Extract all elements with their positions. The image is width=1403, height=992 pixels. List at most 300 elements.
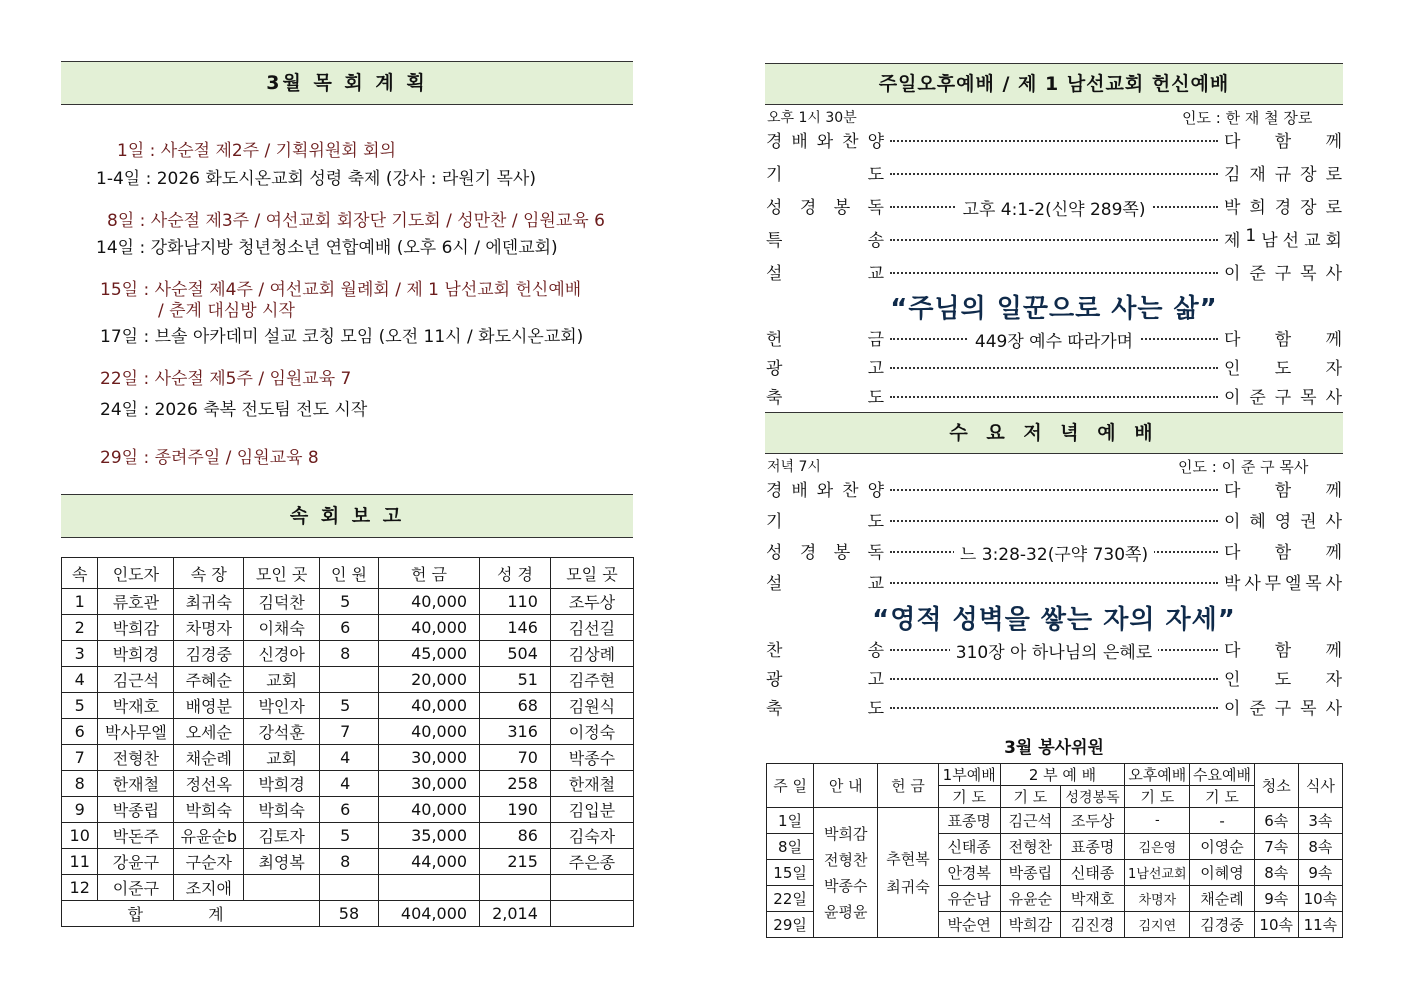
table-cell [550,875,633,901]
char: 송 [867,230,884,251]
char: 교 [867,573,884,594]
table-cell: 29일 [767,912,814,938]
char: 인 [1224,358,1241,379]
order-item [766,382,1342,408]
table-row [62,823,634,849]
order-leader-dots [884,258,1224,284]
order-label [766,476,884,501]
offering-name: 추현복 [886,849,930,868]
table-cell: 채순례 [1190,886,1254,912]
table-cell: 김경중 [1190,912,1254,938]
order-person [1224,160,1342,185]
char: 기 [766,511,783,532]
offering-name: 최귀숙 [886,877,930,896]
table-cell: 8 [320,849,379,875]
table-cell: 6속 [1254,808,1298,834]
table-cell: 신경아 [244,641,320,667]
wednesday-title: 수 요 저 녁 예 배 [949,422,1159,444]
col-header: 모인 곳 [244,558,320,589]
char: 무 [1264,573,1282,594]
table-cell: 10속 [1298,886,1342,912]
table-cell: 40,000 [378,797,479,823]
col-header: 2 부 예 배 [1000,764,1124,786]
table-cell: 박희감 [98,615,174,641]
table-cell: 이준구 [98,875,174,901]
order-detail: 느 3:28-32(구약 730쪽) [954,545,1154,565]
order-item [766,568,1342,594]
order-detail-wrap [884,638,1224,663]
char: 권 [1300,511,1317,532]
table-cell: 안경복 [938,860,1000,886]
event-line: 24일 : 2026 축복 전도팀 전도 시작 [100,400,368,420]
table-cell: 조두상 [1060,808,1124,834]
order-detail-wrap [884,540,1224,565]
order-leader-dots [884,192,1224,218]
table-cell: 유윤순b [174,823,244,849]
dotted-leader [890,678,1218,680]
order-label [766,665,884,690]
table-row [62,693,634,719]
order-label [766,127,884,152]
event-line: 14일 : 강화남지방 청년청소년 연합예배 (오후 6시 / 에덴교회) [96,238,558,258]
table-cell: 김근석 [1000,808,1060,834]
table-cell: 김토자 [244,823,320,849]
order-leader-dots [884,664,1224,690]
col-header: 헌 금 [878,764,938,808]
char: 광 [766,669,783,690]
table-cell: 51 [480,667,551,693]
table-cell: 7속 [1254,834,1298,860]
char: 영 [1274,511,1292,532]
char: 경 [766,131,783,152]
order-item [766,192,1342,218]
table-cell: 배영분 [174,693,244,719]
table-cell: 40,000 [378,693,479,719]
char: 다 [1224,329,1241,350]
table-cell: 김선길 [550,615,633,641]
guide-name: 전형찬 [824,850,868,869]
table-cell: 류호관 [98,589,174,615]
table-cell: 11속 [1298,912,1342,938]
char: 다 [1224,131,1241,152]
char: 고 [867,358,884,379]
char: 배 [791,131,808,152]
char: 함 [1274,480,1292,501]
table-cell: 8속 [1298,834,1342,860]
char: 교 [1304,230,1321,251]
char: 양 [867,480,884,501]
table-cell: 86 [480,823,551,849]
afternoon-leader: 인도 : 한 재 철 장로 [1182,109,1313,127]
table-cell: 이정숙 [550,719,633,745]
order-detail-wrap [884,327,1224,352]
table-cell: 강석훈 [244,719,320,745]
report-header [61,494,633,538]
table-cell: 차명자 [174,615,244,641]
order-detail: 고후 4:1-2(신약 289쪽) [957,200,1152,220]
dotted-leader [890,396,1218,398]
char: 성 [766,542,783,563]
table-cell: 박희감 [1000,912,1060,938]
order-leader-dots [884,635,1224,661]
char: 광 [766,358,783,379]
order-label [766,259,884,284]
char: 헌 [766,329,783,350]
table-row [62,615,634,641]
char: 다 [1224,640,1241,661]
table-cell: - [1190,808,1254,834]
table-cell: 박순연 [938,912,1000,938]
char: 도 [1274,358,1292,379]
order-label [766,160,884,185]
table-row [62,745,634,771]
table-cell: 10 [62,823,98,849]
table-cell: 20,000 [378,667,479,693]
table-cell: 김경중 [174,641,244,667]
event-line: 1일 : 사순절 제2주 / 기획위원회 회의 [117,141,396,161]
col-header: 수요예배 [1190,764,1254,786]
char: 사 [1325,263,1342,284]
table-cell: 44,000 [378,849,479,875]
table-row [62,771,634,797]
order-item [766,258,1342,284]
table-cell: 조지애 [174,875,244,901]
char: 와 [816,131,834,152]
event-line: 29일 : 종려주일 / 임원교육 8 [100,448,319,468]
char: 배 [791,480,808,501]
char: 함 [1274,131,1292,152]
afternoon-title: 주일오후예배 / 제 1 남선교회 헌신예배 [878,73,1230,95]
order-person [1224,636,1342,661]
table-cell: 11 [62,849,98,875]
order-leader-dots [884,353,1224,379]
table-cell: 3속 [1298,808,1342,834]
event-line: / 춘계 대심방 시작 [158,301,295,321]
order-person [1224,226,1342,251]
table-cell: 정선옥 [174,771,244,797]
char: 이 [1224,511,1241,532]
event-line: 17일 : 브솔 아카데미 설교 코칭 모임 (오전 11시 / 화도시온교회) [100,327,584,347]
order-item [766,506,1342,532]
char: 장 [1300,164,1317,185]
table-cell: 박재호 [1060,886,1124,912]
table-cell: 15일 [767,860,814,886]
char: 혜 [1249,511,1266,532]
char: 기 [766,164,783,185]
order-label [766,694,884,719]
dotted-leader [890,272,1218,274]
report-title: 속 회 보 고 [289,505,405,527]
table-cell: 30,000 [378,771,479,797]
char: 인 [1224,669,1241,690]
table-cell: 유순남 [938,886,1000,912]
order-person [1224,665,1342,690]
char: 와 [816,480,834,501]
table-cell: 전형찬 [98,745,174,771]
table-cell: 4 [320,745,379,771]
table-cell: 박희경 [244,771,320,797]
char: 사 [1325,387,1342,408]
table-cell: 김진경 [1060,912,1124,938]
table-cell: 김은영 [1125,834,1190,860]
table-cell: 4 [62,667,98,693]
table-cell: 40,000 [378,615,479,641]
table-cell: 박희숙 [244,797,320,823]
order-person [1224,325,1342,350]
guide-name: 박종수 [824,876,868,895]
char: 자 [1325,358,1342,379]
table-cell [378,875,479,901]
table-cell: 박종수 [550,745,633,771]
order-person [1224,127,1342,152]
table-cell: 22일 [767,886,814,912]
order-item [766,324,1342,350]
table-row [62,667,634,693]
table-cell: 박돈주 [98,823,174,849]
table-cell: 190 [480,797,551,823]
report-table [61,557,634,927]
order-leader-dots [884,324,1224,350]
report-body [62,589,634,901]
order-label [766,636,884,661]
char: 고 [867,669,884,690]
table-cell: 146 [480,615,551,641]
order-item [766,475,1342,501]
table-cell: 박종립 [98,797,174,823]
col-header: 성 경 [480,558,551,589]
table-cell [320,667,379,693]
order-leader-dots [884,475,1224,501]
table-cell: 신태종 [938,834,1000,860]
table-cell: 8일 [767,834,814,860]
char: 금 [867,329,884,350]
char: 박 [1224,197,1241,218]
char: 재 [1249,164,1266,185]
char: 이 [1224,387,1241,408]
char: 제 [1224,230,1241,251]
table-cell: 6 [320,615,379,641]
table-cell: 215 [480,849,551,875]
char: 도 [867,164,884,185]
order-person [1224,694,1342,719]
table-cell [320,875,379,901]
dotted-leader [890,367,1218,369]
table-cell: 이채숙 [244,615,320,641]
order-leader-dots [884,225,1224,251]
char: 이 [1224,698,1241,719]
order-item [766,159,1342,185]
char: 준 [1249,263,1266,284]
order-person [1224,569,1342,594]
afternoon-sermon-title: “주님의 일꾼으로 사는 삶” [890,294,1218,324]
table-cell: 강윤구 [98,849,174,875]
order-label [766,325,884,350]
col-header: 속 장 [174,558,244,589]
table-cell: 70 [480,745,551,771]
char: 선 [1282,230,1300,251]
plan-title: 3월 목 회 계 획 [266,72,428,94]
volunteers-title: 3월 봉사위원 [1004,738,1104,758]
table-cell: 5 [320,823,379,849]
table-cell: - [1125,808,1190,834]
char: 경 [799,197,817,218]
order-leader-dots [884,568,1224,594]
char: 함 [1274,640,1292,661]
table-cell: 신태종 [1060,860,1124,886]
table-cell: 최귀숙 [174,589,244,615]
char: 독 [867,542,884,563]
table-cell: 10속 [1254,912,1298,938]
table-cell: 주은종 [550,849,633,875]
char: 준 [1249,387,1266,408]
wednesday-time: 저녁 7시 [767,459,821,475]
order-label [766,383,884,408]
total-offering: 404,000 [378,901,479,927]
char: 박 [1224,573,1241,594]
col-header: 인도자 [98,558,174,589]
table-cell [244,875,320,901]
table-cell: 110 [480,589,551,615]
char: 희 [1249,197,1266,218]
col-subheader: 성경봉독 [1060,786,1124,808]
char: 께 [1325,542,1342,563]
order-person [1224,476,1342,501]
table-cell: 1남선교회 [1125,860,1190,886]
table-row [62,589,634,615]
char: 송 [867,640,884,661]
table-cell: 3 [62,641,98,667]
event-line: 8일 : 사순절 제3주 / 여선교회 회장단 기도회 / 성만찬 / 임원교육 6 [107,211,605,231]
wednesday-sermon-title: “영적 성벽을 쌓는 자의 자세” [872,605,1236,635]
char: 사 [1325,573,1342,594]
table-cell: 김상례 [550,641,633,667]
char: 도 [867,511,884,532]
char: 축 [766,387,783,408]
table-cell: 504 [480,641,551,667]
order-label [766,354,884,379]
table-cell: 이영순 [1190,834,1254,860]
table-cell: 6 [62,719,98,745]
table-cell: 8 [320,641,379,667]
char: 목 [1305,573,1322,594]
table-cell: 8 [62,771,98,797]
table-cell: 김입분 [550,797,633,823]
table-cell: 교회 [244,745,320,771]
table-cell: 316 [480,719,551,745]
table-header-row [62,558,634,589]
order-item [766,225,1342,251]
table-cell: 7 [320,719,379,745]
table-cell: 박재호 [98,693,174,719]
dotted-leader [890,173,1218,175]
table-cell: 최영복 [244,849,320,875]
char: 목 [1300,698,1317,719]
table-cell: 이혜영 [1190,860,1254,886]
col-header: 청소 [1254,764,1298,808]
offering-names [878,808,938,938]
char: 특 [766,230,783,251]
table-cell: 김근석 [98,667,174,693]
char: 도 [1274,669,1292,690]
table-cell: 박희숙 [174,797,244,823]
char: 찬 [842,131,859,152]
char: 김 [1224,164,1241,185]
char: 로 [1325,164,1342,185]
table-cell: 9 [62,797,98,823]
char: 경 [1274,197,1292,218]
table-cell: 1 [62,589,98,615]
table-cell: 김원식 [550,693,633,719]
col-header: 주 일 [767,764,814,808]
char: 설 [766,573,783,594]
char: 장 [1300,197,1317,218]
char: 양 [867,131,884,152]
col-header: 안 내 [814,764,878,808]
order-leader-dots [884,126,1224,152]
table-cell: 김숙자 [550,823,633,849]
char: 께 [1325,329,1342,350]
col-header: 모일 곳 [550,558,633,589]
order-label [766,538,884,563]
table-cell: 12 [62,875,98,901]
table-cell: 5 [320,589,379,615]
table-cell: 주혜순 [174,667,244,693]
wednesday-header [765,412,1343,454]
table-cell: 교회 [244,667,320,693]
order-person [1224,507,1342,532]
char: 구 [1274,698,1292,719]
order-leader-dots [884,382,1224,408]
char: 다 [1224,480,1241,501]
char: 교 [867,263,884,284]
order-leader-dots [884,537,1224,563]
table-cell: 5 [62,693,98,719]
order-item [766,664,1342,690]
char: 다 [1224,542,1241,563]
char: 성 [766,197,783,218]
volunteers-table [766,763,1343,938]
table-row [62,641,634,667]
guide-name: 윤평윤 [824,902,868,921]
wednesday-leader: 인도 : 이 준 구 목사 [1178,458,1309,476]
order-item [766,693,1342,719]
order-detail: 449장 예수 따라가며 [969,332,1139,352]
order-item [766,635,1342,661]
order-leader-dots [884,506,1224,532]
table-row [62,849,634,875]
table-cell: 구순자 [174,849,244,875]
char: 사 [1325,511,1342,532]
table-cell: 박사무엘 [98,719,174,745]
table-cell: 표종명 [938,808,1000,834]
total-row [62,901,634,927]
char: 경 [766,480,783,501]
order-person [1224,538,1342,563]
table-row [767,808,1343,834]
table-cell: 45,000 [378,641,479,667]
table-cell: 차명자 [1125,886,1190,912]
event-line: 22일 : 사순절 제5주 / 임원교육 7 [100,369,352,389]
table-cell: 김덕찬 [244,589,320,615]
char: 봉 [833,197,851,218]
dotted-leader [890,520,1218,522]
table-cell: 채순례 [174,745,244,771]
order-label [766,569,884,594]
table-cell: 유윤순 [1000,886,1060,912]
char: 찬 [842,480,859,501]
table-row [62,875,634,901]
char: 자 [1325,669,1342,690]
